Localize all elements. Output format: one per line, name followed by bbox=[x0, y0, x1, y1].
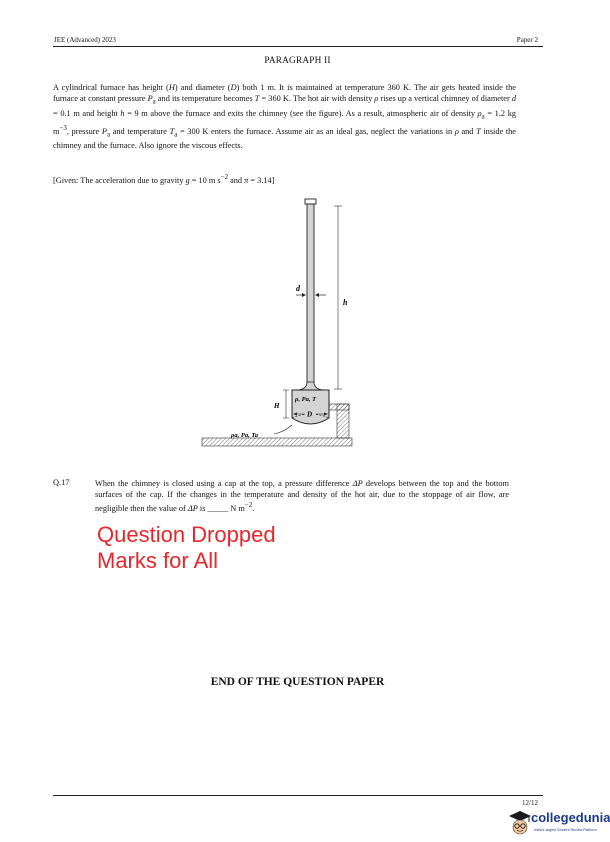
label-inside: ρ, Pa, T bbox=[295, 396, 317, 403]
chimney-flare bbox=[298, 382, 323, 390]
question-number: Q.17 bbox=[53, 478, 70, 487]
header-exam-name: JEE (Advanced) 2023 bbox=[54, 36, 116, 44]
question-text: When the chimney is closed using a cap at the top, a pressure difference ΔP develops between the top and the bottom surfaces of the cap. If the changes in the temperature and density of the hot air, due to the stoppage of air flow, are negligible then the value of ΔP is _____ N $m^{-2}$. bbox=[95, 479, 509, 513]
paragraph-title: PARAGRAPH II bbox=[264, 56, 331, 66]
mascot-icon bbox=[508, 810, 532, 840]
given-constants: [Given: The acceleration due to gravity g = 10 m $s^{-2}$ and π = 3.14] bbox=[53, 174, 275, 185]
header-paper: Paper 2 bbox=[516, 36, 538, 44]
ground-hatch bbox=[202, 438, 352, 446]
stamp-line-1: Question Dropped bbox=[97, 522, 276, 547]
page-number: 12/12 bbox=[522, 799, 538, 807]
label-outside-leader bbox=[274, 425, 292, 434]
chimney-cap bbox=[305, 199, 316, 204]
logo-tagline: India's largest Student Review Platform bbox=[534, 828, 597, 832]
paragraph-text: A cylindrical furnace has height (H) and diameter (D) both 1 m. It is maintained at temperature 360 K. The air gets heated inside the furnace at constant pressure $P_a$ and its temperature becomes T = 360 K. The hot air with density ρ rises up a vertical chimney of diameter d = 0.1 m and height h = 9 m above the furnace and exits the chimney (see the figure). As a result, atmospheric air of density $\rho_a = 1.2$ kg $m^{-3}$, pressure $P_a$ and temperature $T_a = 300$ K enters the furnace. Assume air as an ideal gas, neglect the variations in ρ and T inside the chimney and the furnace. Also ignore the viscous effects. bbox=[53, 83, 516, 151]
question-dropped-stamp bbox=[97, 522, 276, 574]
header-rule bbox=[53, 46, 543, 47]
label-d: d bbox=[296, 284, 300, 293]
collegedunia-logo bbox=[508, 808, 610, 842]
logo-wordmark: collegedunia bbox=[531, 810, 610, 825]
end-of-paper: END OF THE QUESTION PAPER bbox=[210, 676, 385, 688]
label-h: h bbox=[343, 298, 348, 307]
wall-top bbox=[327, 404, 349, 410]
stamp-line-2: Marks for All bbox=[97, 548, 219, 573]
label-outside: ρa, Pa, Ta bbox=[231, 432, 258, 439]
footer-rule bbox=[53, 795, 543, 796]
label-D: D bbox=[307, 410, 313, 419]
chimney bbox=[307, 204, 314, 384]
furnace-chimney-figure bbox=[200, 192, 380, 457]
label-H: H bbox=[274, 402, 280, 410]
